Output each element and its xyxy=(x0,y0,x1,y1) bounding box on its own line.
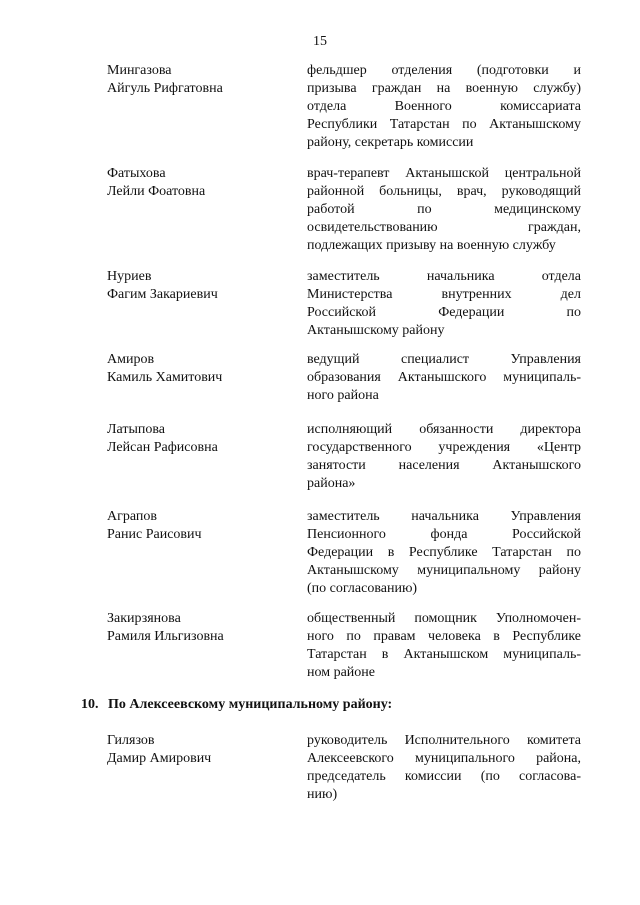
role-line: фельдшер отделения (подготовки и xyxy=(307,63,581,78)
member-name xyxy=(107,421,297,457)
role-line: председатель комиссии (по согласова- xyxy=(307,769,581,784)
role-line: района» xyxy=(307,476,356,491)
member-name xyxy=(107,268,297,304)
member-role xyxy=(307,351,581,405)
member-name xyxy=(107,165,297,201)
role-line: подлежащих призыву на военную службу xyxy=(307,238,556,253)
member-role xyxy=(307,508,581,598)
role-line: работой по медицинскому xyxy=(307,202,581,217)
member-given-names: Дамир Амирович xyxy=(107,751,212,766)
section-number: 10. xyxy=(81,697,99,712)
role-line: Актанышскому муниципальному району xyxy=(307,563,581,578)
role-line: Татарстан в Актанышском муниципаль- xyxy=(307,647,581,662)
member-name xyxy=(107,610,297,646)
member-role xyxy=(307,610,581,682)
role-line: ном районе xyxy=(307,665,375,680)
role-line: общественный помощник Уполномочен- xyxy=(307,611,581,626)
member-surname: Мингазова xyxy=(107,63,172,78)
section-heading xyxy=(81,697,392,713)
member-surname: Гилязов xyxy=(107,733,155,748)
role-line: району, секретарь комиссии xyxy=(307,135,474,150)
role-line: Пенсионного фонда Российской xyxy=(307,527,581,542)
member-name xyxy=(107,62,297,98)
member-surname: Фатыхова xyxy=(107,166,166,181)
member-given-names: Лейли Фоатовна xyxy=(107,184,206,199)
member-surname: Нуриев xyxy=(107,269,152,284)
page-number: 15 xyxy=(313,34,327,49)
role-line: Алексеевского муниципального района, xyxy=(307,751,581,766)
member-surname: Закирзянова xyxy=(107,611,181,626)
role-line: заместитель начальника отдела xyxy=(307,269,581,284)
member-given-names: Рамиля Ильгизовна xyxy=(107,629,224,644)
member-role xyxy=(307,268,581,340)
role-line: освидетельствованию граждан, xyxy=(307,220,581,235)
member-role xyxy=(307,421,581,493)
role-line: районной больницы, врач, руководящий xyxy=(307,184,581,199)
role-line: Актанышскому району xyxy=(307,323,445,338)
member-surname: Латыпова xyxy=(107,422,166,437)
member-surname: Аграпов xyxy=(107,509,157,524)
role-line: ведущий специалист Управления xyxy=(307,352,581,367)
role-line: заместитель начальника Управления xyxy=(307,509,581,524)
member-name xyxy=(107,351,297,387)
member-role xyxy=(307,165,581,255)
role-line: призыва граждан на военную службу) xyxy=(307,81,581,96)
role-line: государственного учреждения «Центр xyxy=(307,440,581,455)
member-surname: Амиров xyxy=(107,352,155,367)
role-line: (по согласованию) xyxy=(307,581,418,596)
role-line: руководитель Исполнительного комитета xyxy=(307,733,581,748)
role-line: Федерации в Республике Татарстан по xyxy=(307,545,581,560)
member-given-names: Ранис Раисович xyxy=(107,527,202,542)
member-role xyxy=(307,732,581,804)
member-given-names: Лейсан Рафисовна xyxy=(107,440,218,455)
member-role xyxy=(307,62,581,152)
role-line: ного по правам человека в Республике xyxy=(307,629,581,644)
member-given-names: Фагим Закариевич xyxy=(107,287,218,302)
role-line: исполняющий обязанности директора xyxy=(307,422,581,437)
member-given-names: Айгуль Рифгатовна xyxy=(107,81,223,96)
role-line: Российской Федерации по xyxy=(307,305,581,320)
role-line: ного района xyxy=(307,388,379,403)
role-line: врач-терапевт Актанышской центральной xyxy=(307,166,581,181)
role-line: отдела Военного комиссариата xyxy=(307,99,581,114)
role-line: занятости населения Актанышского xyxy=(307,458,581,473)
role-line: образования Актанышского муниципаль- xyxy=(307,370,581,385)
member-name xyxy=(107,732,297,768)
member-name xyxy=(107,508,297,544)
role-line: Республики Татарстан по Актанышскому xyxy=(307,117,581,132)
section-title: По Алексеевскому муниципальному району: xyxy=(108,697,393,712)
role-line: нию) xyxy=(307,787,338,802)
member-given-names: Камиль Хамитович xyxy=(107,370,223,385)
role-line: Министерства внутренних дел xyxy=(307,287,581,302)
